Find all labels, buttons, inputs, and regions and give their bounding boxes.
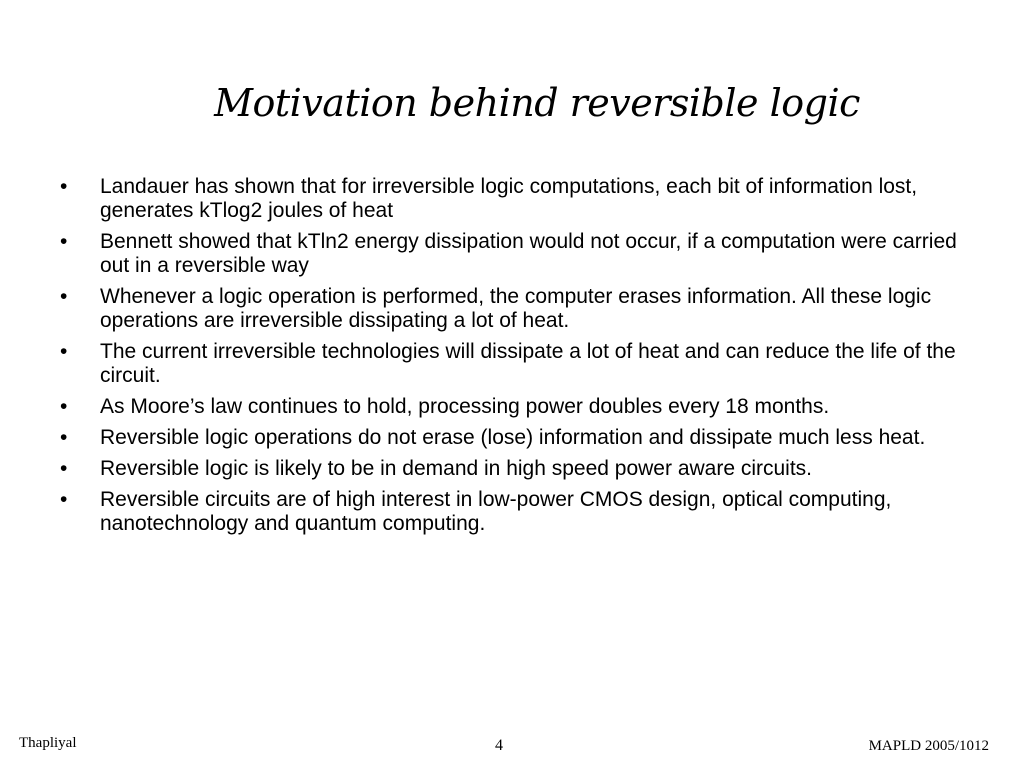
bullet-glyph: • xyxy=(60,230,68,253)
footer-conference: MAPLD 2005/1012 xyxy=(868,738,989,754)
bullet-glyph: • xyxy=(60,340,68,363)
bullet-text: As Moore’s law continues to hold, processing power doubles every 18 months. xyxy=(100,395,830,418)
bullet-text: Bennett showed that kTln2 energy dissipation would not occur, if a computation were carried out in a reversible way xyxy=(100,230,957,277)
bullet-text: Landauer has shown that for irreversible logic computations, each bit of information lost, generates kTlog2 joules of heat xyxy=(100,175,918,222)
footer-author: Thapliyal xyxy=(19,735,77,751)
bullet-glyph: • xyxy=(60,426,68,449)
list-item xyxy=(58,457,963,481)
bullet-text: Whenever a logic operation is performed, the computer erases information. All these logic operations are irreversible dissipating a lot of heat. xyxy=(100,285,932,332)
list-item xyxy=(58,230,963,278)
list-item xyxy=(58,426,963,450)
footer-page-number: 4 xyxy=(495,737,503,754)
list-item xyxy=(58,340,963,388)
bullet-glyph: • xyxy=(60,395,68,418)
slide-title: Motivation behind reversible logic xyxy=(214,81,860,125)
bullet-glyph: • xyxy=(60,175,68,198)
list-item xyxy=(58,488,963,536)
bullet-glyph: • xyxy=(60,285,68,308)
bullet-glyph: • xyxy=(60,457,68,480)
bullet-text: Reversible logic is likely to be in demand in high speed power aware circuits. xyxy=(100,457,813,480)
list-item xyxy=(58,395,963,419)
bullet-list xyxy=(58,175,963,543)
list-item xyxy=(58,175,963,223)
bullet-text: Reversible circuits are of high interest in low-power CMOS design, optical computing, nanotechnology and quantum computing. xyxy=(100,488,892,535)
bullet-text: Reversible logic operations do not erase (lose) information and dissipate much less heat. xyxy=(100,426,926,449)
bullet-glyph: • xyxy=(60,488,68,511)
list-item xyxy=(58,285,963,333)
bullet-text: The current irreversible technologies will dissipate a lot of heat and can reduce the life of the circuit. xyxy=(100,340,956,387)
